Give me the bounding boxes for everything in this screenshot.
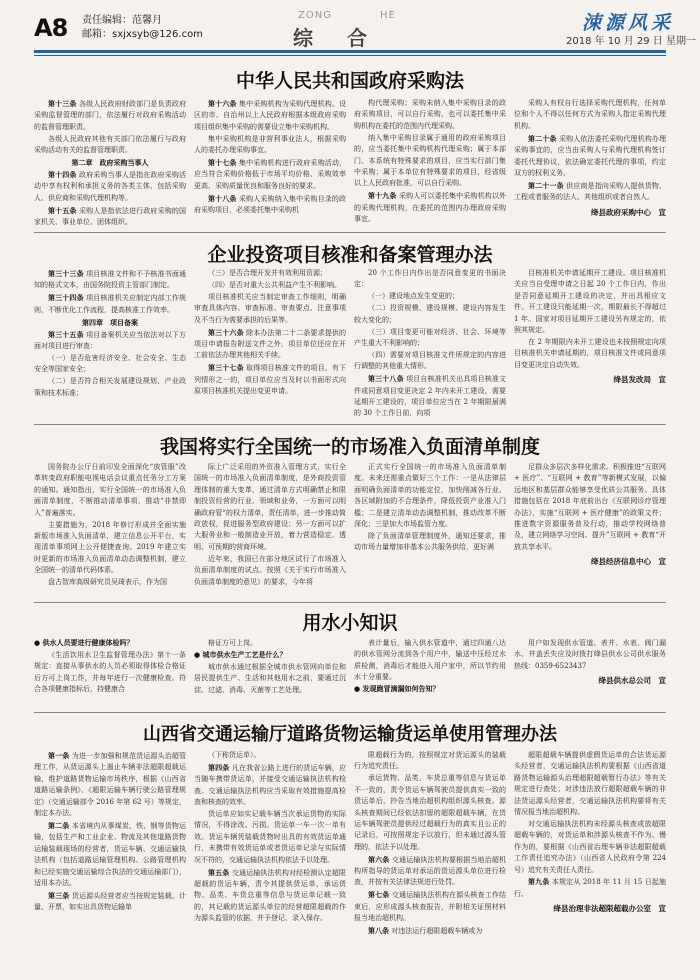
paragraph — [34, 98, 186, 133]
paragraph — [194, 157, 346, 192]
article-clause-lead: 第六条 — [368, 854, 390, 864]
paragraph — [354, 268, 506, 291]
paragraph-text: 采购人依法委托采购代理机构办理采购事宜的，应当由采购人与采购代理机构签订委托代理协议，依法确定委托代理的事项，约定双方的权利义务。 — [514, 134, 666, 177]
question-heading — [34, 638, 186, 649]
page-number: A8 — [34, 14, 68, 42]
paragraph-text: 政府采购当事人是指在政府采购活动中享有权利和承担义务的各类主体，包括采购人、供应商和采购代理机构等。 — [34, 170, 186, 202]
paragraph-text: 在 2 年期限内未开工建设也未按照规定向项目核准机关申请延期的，项目核准文件或同意项目变更决定自动失效。 — [514, 337, 666, 369]
paragraph — [514, 819, 666, 876]
article-water-tips — [34, 606, 666, 710]
column — [514, 462, 666, 598]
paragraph — [34, 750, 186, 819]
editor-name: 责任编辑：范馨月 — [82, 15, 162, 26]
column — [354, 268, 506, 420]
paragraph — [514, 268, 666, 336]
paragraph-text: 集中采购机构为采购代理机构。设区的市、自治州以上人民政府根据本级政府采购项目组织集中采购的需要设立集中采购机构。 — [194, 100, 346, 131]
article-title: 用水小知识 — [302, 612, 398, 634]
article-clause-lead: 第十六条 — [208, 99, 237, 108]
paragraph — [354, 854, 506, 889]
paragraph-text: （一）建设地点发生变更的； — [368, 292, 459, 301]
question-heading — [194, 650, 346, 661]
paragraph — [34, 268, 186, 292]
paragraph-text: 国务院办公厅日前印发全面深化“放管服”改革转变政府职能电视电话会议重点任务分工方案的通知。通知指出，实行全国统一的市场准入负面清单制度，不断推动清单事项，推动“非禁即入”普遍落实。 — [34, 463, 186, 517]
paragraph — [194, 292, 346, 326]
paragraph — [34, 820, 186, 889]
paragraph — [194, 867, 346, 925]
paragraph-text: 取得项目核准文件的项目，有下列情形之一的，项目单位应当及时以书面形式向原项目核准机关提出变更申请。 — [194, 364, 346, 396]
article-clause-lead: 第七条 — [368, 890, 390, 900]
paragraph-text: 正式实行全国统一的市场准入负面清单制度。未来还需重点做好三个工作：一是从法律层面明确负面清单的功能定位，加快削减各行业、各区域附加的不合理条件，降低投资产业准入门槛；二是建立清单动态调整机制，推动改革不断深化；三是加大市场监管力度。 — [354, 463, 506, 529]
divider — [34, 712, 666, 713]
article-clause-lead: 第十九条 — [368, 191, 397, 201]
paragraph — [354, 925, 506, 937]
source-signature: 绛县治理非法超限超载办公室 宣 — [553, 904, 666, 914]
article-clause-lead: 第三十八条 — [368, 374, 404, 384]
paragraph-text: 各级人民政府财政部门是负责政府采购监督管理的部门，依法履行对政府采购活动的监督管理职责。 — [34, 100, 186, 131]
paragraph-text: 际上广泛采用的外资准入管理方式，实行全国统一的市场准入负面清单制度，是外商投资管理体制的重大变革，通过清单方式明确禁止和限制投资经营的行业、领域和业务，一方面可以明确政府管“的权力清单，责任清单，进一步推动简政放权，促进服务型政府建设；另一方面可以扩大服务业和一般制造业开放，着力营造稳定、透明、可预期的营商环境。 — [194, 463, 346, 551]
article-clause-lead: 第十三条 — [48, 99, 77, 108]
article-title: 我国将实行全国统一的市场准入负面清单制度 — [159, 436, 540, 458]
paragraph-text: 格证方可上岗。 — [208, 639, 257, 647]
paragraph — [354, 462, 506, 530]
column — [514, 638, 666, 708]
column — [194, 268, 346, 420]
paragraph-text: 交通运输执法机构在源头核查工作结束后，应形成源头核查报告，并附相关证照材料报当地治超机构。 — [354, 891, 506, 923]
question-text: 供水人员要进行健康体检吗？ — [42, 639, 134, 647]
divider — [34, 232, 666, 233]
paragraph — [514, 337, 666, 371]
paragraph-text: （一）是否危害经济安全、社会安全、生态安全等国家安全； — [34, 353, 186, 374]
paragraph — [514, 462, 666, 553]
paragraph-text: 承运货物、品类、车货总重等信息与货运单不一致的，责令货运车辆驾驶员提供真实一致的货运单后，抄告当地治超机构组织源头核查。源头核查期间已经依法扣留的超限超载车辆，在货运车辆驾驶员提供经过超载行为的真实且公正的记录后，可按照规定予以放行，但未通过源头管理的，依法予以处理。 — [354, 774, 506, 851]
paragraph — [514, 638, 666, 672]
article-clause-lead: 第三十四条 — [48, 293, 84, 303]
paragraph — [34, 650, 186, 696]
paragraph — [194, 462, 346, 553]
paragraph — [194, 362, 346, 397]
deco-right: HE — [380, 10, 396, 21]
deco-left: ZONG — [298, 10, 332, 21]
paragraph — [34, 169, 186, 204]
paragraph — [194, 327, 346, 362]
paragraph-text: 各级人民政府其他有关部门依法履行与政府采购活动有关的监督管理职责。 — [34, 134, 186, 155]
paragraph-text: 近年来，我国已在部分地区试行了市场准入负面清单制度的试点。按照《关于实行市场准入负面清单制度的意见》的要求，今年将 — [194, 554, 346, 586]
paragraph — [354, 638, 506, 684]
paragraph-text: 纳入集中采购目录属于通用的政府采购项目的，应当委托集中采购机构代理采购；属于本部门、本系统有特殊要求的项目，应当实行部门集中采购；属于本单位有特殊要求的项目，经省级以上人民政府批准，可以自行采购。 — [354, 133, 506, 188]
paragraph — [194, 662, 346, 696]
page-header — [0, 0, 700, 52]
article-clause-lead: 第一条 — [48, 751, 70, 760]
paragraph — [354, 303, 506, 326]
paragraph-text: 本省境内从事煤炭、铁、钢等货物运输，包括生产和工业企业、物流及其他道路货物运输装载现场的经营者，货运车辆、交通运输执法机构（包括道路运输管理机构、公路管理机构和已经实施交通运输综合执法的交通运输部门），适用本办法。 — [34, 821, 186, 887]
paragraph-text: 用户如发现供水管道、表井、水表、阀门漏水、井盖丢失应及时拨打绛县供水公司供水服务热线：0359-6523437 — [514, 639, 666, 670]
column — [514, 750, 666, 976]
paragraph-text: （四）是否对重大公共利益产生不利影响。 — [208, 280, 341, 289]
paragraph — [34, 376, 186, 399]
paragraph-text: 集中采购机构进行政府采购活动，应当符合采购价格低于市场平均价格、采购效率更高、采购质量优良和服务良好的要求。 — [194, 159, 346, 190]
paragraph-text: 对违法运行超限超载车辆或为 — [391, 927, 483, 936]
paragraph-text: 交通运输执法机构对经检测认定超限超载的货运车辆，责令其提供货运单，承运货物、品类、车货总重等信息与货运单记载一致的，其记载的货运源头单位的经营超限超载的作为源头监管的依据，并予登记、录入保存。 — [194, 868, 346, 923]
article-clause-lead: 第四条 — [208, 762, 230, 772]
paragraph-text: 货运源头经营者应当按规定装载、计量、开票，如实出具货物运输单 — [34, 891, 186, 912]
paragraph-text: 盘古智库高级研究员吴琦表示，作为国 — [48, 578, 167, 587]
article-title: 中华人民共和国政府采购法 — [235, 70, 464, 92]
paragraph-text: （二）投资规模、建设规模、建设内容发生较大变化的； — [354, 304, 506, 324]
paragraph — [194, 750, 346, 761]
paragraph — [514, 133, 666, 180]
paragraph — [354, 327, 506, 350]
column — [514, 268, 666, 420]
paragraph-text: 供应商是指向采购人提供货物、工程或者服务的法人、其他组织或者自然人。 — [514, 181, 666, 202]
paragraph-text: 采购人采购纳入集中采购目录的政府采购项目，必须委托集中采购机 — [194, 194, 346, 215]
article-clause-lead: 第十八条 — [208, 193, 237, 203]
paragraph-text: 城市供水通过根据全城市供水管网向单位和居民提供生产、生活和其他用水之前，要通过沉淀、过滤、消毒、灭菌等工艺处理。 — [194, 662, 346, 694]
article-negative-list — [34, 428, 666, 600]
column — [354, 638, 506, 708]
paragraph — [34, 462, 186, 519]
article-freight-waybill — [34, 716, 666, 978]
article-investment-approval — [34, 236, 666, 422]
paragraph-text: 为进一步加强和规范货运源头治超管理工作，从货运源头上遏止车辆非法超限超载运输，维护道路货物运输市场秩序，根据《山西省道路运输条例》、《超限运输车辆行驶公路管理规定》（交通运输部令 2016 年第 62 号）等规定，制定本办法。 — [34, 752, 186, 818]
article-procurement-law — [34, 62, 666, 230]
issue-date: 2018 年 10 月 29 日 星期一 — [566, 36, 696, 47]
column — [354, 462, 506, 598]
article-clause-lead: 第八条 — [368, 926, 389, 936]
paragraph — [34, 353, 186, 376]
paragraph — [354, 750, 506, 773]
article-clause-lead: 第九条 — [528, 877, 550, 887]
chapter-heading: 第二章 政府采购当事人 — [71, 158, 149, 168]
paragraph-text: 《生活饮用水卫生监督管理办法》第十一条规定：直接从事供水的人员必须取得体检合格证后方可上岗工作，并每年进行一次健康检查。符合各项健康指标后，持健康合 — [34, 650, 186, 694]
paragraph-text: 目核准机关申请延期开工建设。项目核准机关应当自受理申请之日起 20 个工作日内，作出是否同意延期开工建设的决定，并出具相应文件。开工建设只能延期一次，期限最长不得超过 1 年。国家对项目延期开工建设另有规定的，依照其规定。 — [514, 269, 666, 335]
editor-info — [82, 14, 203, 42]
question-text: 城市供水生产工艺是什么？ — [202, 650, 287, 659]
article-clause-lead: 第二十一条 — [528, 180, 564, 190]
paragraph-text: 足群众多层次多样化需求。积极推进“互联网 + 医疗”、“互联网 + 教育”等新模式发展，以偏远地区和基层群众能够享受优质公共服务。具体措施包括在 2018 年底前出台《互联网诊疗管理办法》，实施“互联网 + 医疗健康”的政策文件；推进数字资源服务普及行动，推动学校网络普及，建立网络学习空间。提升”互联网 + 教育“开放共享水平。 — [514, 463, 666, 551]
paragraph-text: （下称货运单）。 — [208, 751, 261, 759]
paragraph — [354, 350, 506, 373]
paragraph — [194, 554, 346, 588]
column — [194, 462, 346, 598]
source-signature: 绛县供水总公司 宣 — [598, 676, 666, 686]
article-clause-lead: 第三十三条 — [48, 269, 84, 278]
article-clause-lead: 第三十七条 — [208, 363, 244, 373]
source-signature: 绛县政府采购中心 宣 — [591, 207, 666, 217]
paragraph — [34, 329, 186, 353]
column — [34, 268, 186, 420]
paragraph-text: 项目核准文件和不予核准书面通知的格式文本，由国务院投资主管部门制定。 — [34, 270, 186, 290]
paragraph-text: 采购人有权自行选择采购代理机构，任何单位和个人不得以任何方式为采购人指定采购代理机构。 — [514, 99, 666, 130]
article-clause-lead: 第五条 — [208, 867, 230, 877]
paragraph — [194, 809, 346, 866]
paragraph — [354, 190, 506, 225]
paragraph-text: 项目自核准机关出具项目核准文件或同意项目变更决定 2 年内未开工建设，需要延期开工建设的，项目单位应当在 2 年期限届满的 30 个工作日前，向项 — [354, 375, 506, 418]
column — [194, 750, 346, 976]
divider — [34, 602, 666, 603]
paragraph-text: （四）需要对项目核准文件所规定的内容进行调整的其他重大情形。 — [354, 350, 506, 371]
paragraph-text: 超限超载车辆提供虚假货运单的合法货运源头经营者，交通运输执法机构要根据《山西省道路货物运输源头治理超限超载暂行办法》等有关规定进行查处；对涉违法放行超限超载车辆的非法货运源头经营者，交通运输执法机构要将有关情况报当地治超机构。 — [514, 751, 666, 817]
column — [34, 98, 186, 228]
paragraph — [34, 134, 186, 157]
paragraph — [354, 291, 506, 302]
paragraph — [514, 876, 666, 900]
editor-email: 邮箱：sxjxsyb@126.com — [82, 29, 203, 40]
article-clause-lead: 第十七条 — [208, 158, 237, 168]
source-signature: 绛县经济信息中心 宣 — [591, 557, 666, 567]
paragraph-text: 项目核准机关应当制定审查工作细则，明确审查具体内容、审查标准、审查要点、注意事项及不当行为需要承担的后果等。 — [194, 292, 346, 324]
column — [34, 750, 186, 976]
paragraph-text: 除了负面清单管理制度外，通知还要求，推动市场力量增加非基本公共服务供给，更好满 — [354, 531, 506, 552]
article-clause-lead: 第十四条 — [48, 169, 77, 179]
header-rule — [34, 50, 666, 53]
article-title: 企业投资项目核准和备案管理办法 — [207, 244, 493, 266]
column — [514, 98, 666, 228]
paragraph — [34, 890, 186, 914]
paragraph — [194, 193, 346, 217]
masthead-logo: 涑源风采 — [582, 12, 675, 34]
paragraph — [194, 280, 346, 291]
paragraph-text: 采购人是指依法进行政府采购的国家机关、事业单位、团体组织。 — [34, 206, 186, 227]
paragraph-text: （三）是否合理开发并有效利用资源； — [208, 269, 327, 277]
column — [34, 462, 186, 598]
paragraph-text: 对交通运输执法机构未经源头核查或放超限超载车辆的，对货运单和涉源头核查不作为、慢作为的，要根据《山西省治理车辆非法超限超载工作责任追究办法》（山西省人民政府令第 224 号）追究有关责任人责任。 — [514, 819, 666, 874]
paragraph-text: 集中采购机构是非营利事业法人，根据采购人的委托办理采购事宜。 — [194, 134, 346, 155]
paragraph — [354, 133, 506, 190]
bullet-icon: ● — [34, 639, 43, 647]
paragraph-text: 本规定从 2018 年 11 月 15 日起施行。 — [514, 878, 666, 898]
paragraph-text: 除本办法第二十二条要求提供的项目申请报告附送文件之外，项目单位还应在开工前依法办理其他相关手续。 — [194, 328, 346, 360]
paragraph-text: 表计量后，输入供水管道中，通过四通八达的供水管网分流到各个用户中，输送中压经过水质检测，消毒后才能进入用户家中，所以节约用水十分重要。 — [354, 639, 506, 682]
paragraph-text: 构代理采购；采购未纳入集中采购目录的政府采购项目，可以自行采购，也可以委托集中采购机构在委托的范围内代理采购。 — [354, 99, 506, 130]
question-text: 发现跑冒滴漏如何告知？ — [362, 685, 440, 694]
paragraph — [514, 750, 666, 818]
paragraph — [514, 98, 666, 132]
paragraph-text: 货运单应如实记载车辆当次承运货物的实际情况，不得涂改、污损。货运单一车一次一单有效。货运车辆凭装载货物时出具的有效货运单通行，未携带有效货运单或者货运单记录与实际情况不符的，交通运输执法机构依法予以处理。 — [194, 810, 346, 864]
paragraph-text: （二）是否符合相关发展建设规划、产业政策和技术标准； — [34, 377, 186, 397]
paragraph — [34, 205, 186, 228]
article-clause-lead: 第三十五条 — [48, 329, 84, 339]
paragraph — [354, 373, 506, 420]
article-clause-lead: 第三条 — [48, 890, 70, 900]
paragraph — [354, 531, 506, 554]
paragraph — [194, 134, 346, 157]
article-clause-lead: 第十五条 — [48, 205, 77, 215]
paragraph-text: 20 个工作日内作出是否同意变更的书面决定： — [354, 269, 506, 289]
paragraph-text: 主要措施为，2018 年修订形成并全面实施新版市场准入负面清单，建立信息公开平台，实现清单事项网上公开便捷查询。2019 年建立实时更新的市场准入负面清单动态调整机制，建立全国统一的清单代码体系。 — [34, 520, 186, 575]
column — [34, 638, 186, 708]
paragraph — [514, 180, 666, 204]
paragraph — [34, 577, 186, 588]
divider — [34, 424, 666, 425]
paragraph — [34, 520, 186, 577]
article-clause-lead: 第三十六条 — [208, 327, 244, 337]
paragraph — [194, 762, 346, 809]
paragraph-text: 采购人可以委托集中采购机构以外的采购代理机构，在委托的范围内办理政府采购事宜。 — [354, 192, 506, 224]
paragraph — [34, 292, 186, 316]
article-clause-lead: 第二条 — [48, 820, 70, 830]
column — [354, 98, 506, 228]
column — [354, 750, 506, 976]
paragraph-text: 项目核准机关应制定内部工作规则，不断优化工作流程，提高核准工作效率。 — [34, 294, 186, 314]
bullet-icon: ● — [354, 685, 363, 694]
paragraph-text: 限超载行为的，按照规定对货运源头的装载行为追究责任。 — [354, 751, 506, 771]
paragraph — [194, 98, 346, 133]
question-heading — [354, 684, 506, 695]
paragraph — [194, 638, 346, 649]
paragraph-text: 凡在我省公路上进行的货运车辆，应当随车携带货运单，并接受交通运输执法机构检查。交通运输执法机构应当采取有效措施提高检查和核查的效率。 — [194, 763, 346, 807]
header-rule-thin — [34, 55, 666, 56]
paragraph-text: 交通运输执法机构要根据当地治超机构所指导的货运单对承运的货运源头单位进行检查，并按有关法律法规进行处罚。 — [354, 855, 506, 887]
column — [194, 638, 346, 708]
source-signature: 绛县发改局 宣 — [613, 375, 666, 385]
article-title: 山西省交通运输厅道路货物运输货运单使用管理办法 — [143, 724, 557, 745]
paragraph — [354, 773, 506, 853]
section-title: 综合 — [293, 26, 401, 50]
paragraph-text: （三）项目变更可能对经济、社会、环境等产生重大不利影响的； — [354, 327, 506, 347]
article-clause-lead: 第二十条 — [528, 133, 557, 143]
column — [194, 98, 346, 228]
paragraph-text: 项目备案机关应当依法对以下方面对项目进行审查： — [34, 330, 186, 350]
paragraph — [194, 268, 346, 279]
paragraph — [354, 98, 506, 132]
bullet-icon: ● — [194, 650, 203, 659]
chapter-heading: 第四章 项目备案 — [82, 317, 138, 327]
paragraph — [354, 889, 506, 924]
